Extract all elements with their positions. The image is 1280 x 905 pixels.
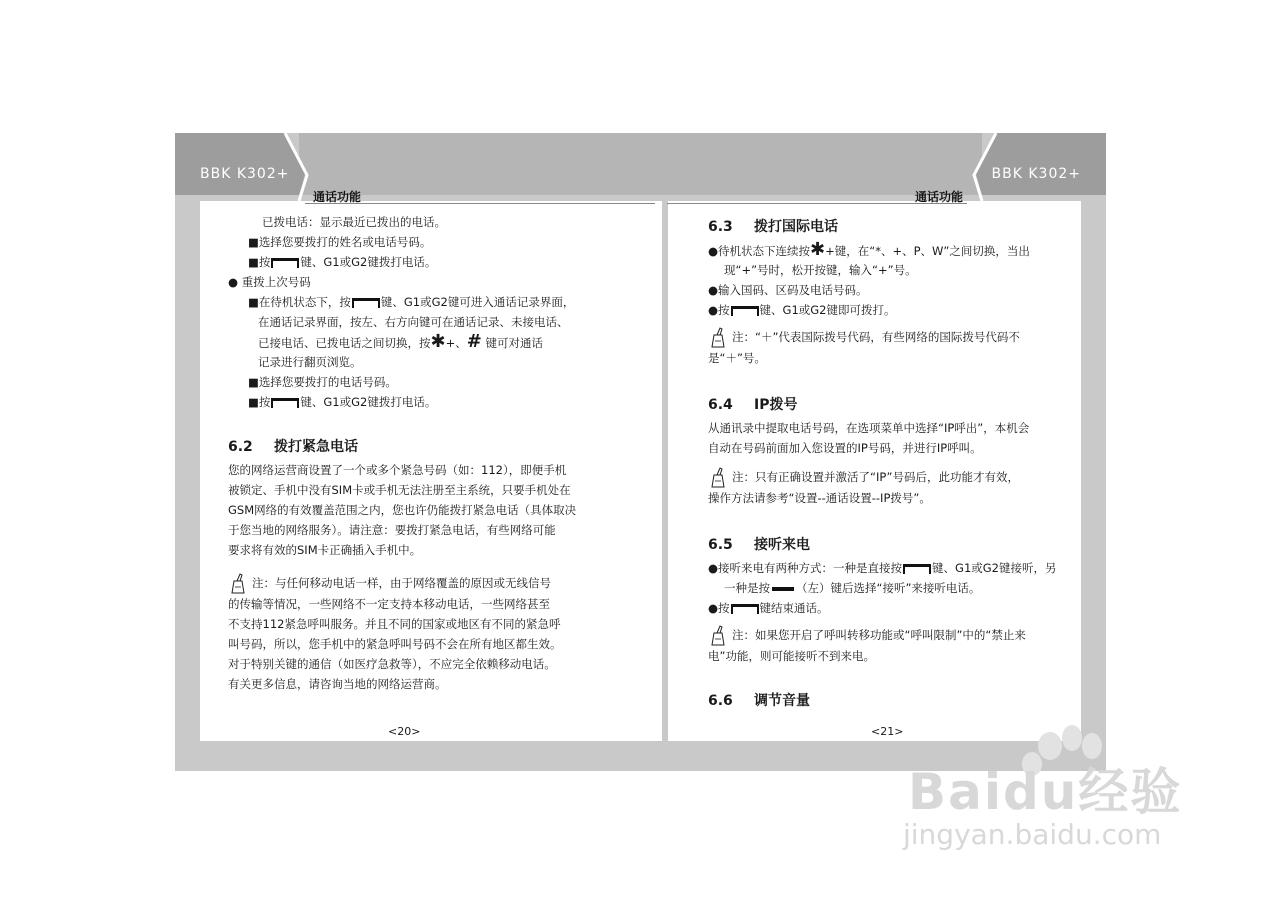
text-line: 的传输等情况，一些网络不一定支持本移动电话，一些网络甚至: [228, 597, 550, 611]
page-number-left: <20>: [388, 725, 421, 738]
text-line: 已接电话、已拨电话之间切换，按✱+、# 键可对通话: [258, 331, 543, 352]
note-pen-icon: [228, 573, 248, 595]
end-key-icon: [731, 604, 759, 614]
text-line: ■按 键、G1或G2键拨打电话。: [248, 255, 437, 269]
text-line: 从通讯录中提取电话号码，在选项菜单中选择“IP呼出”，本机会: [708, 421, 1030, 435]
call-key-icon: [731, 306, 759, 316]
text-line: 于您当地的网络服务）。请注意：要拨打紧急电话，有些网络可能: [228, 523, 556, 537]
section-title-left: 通话功能: [313, 190, 362, 204]
section-heading: 6.5 接听来电: [708, 537, 810, 553]
text-line: 有关更多信息，请咨询当地的网络运营商。: [228, 677, 447, 691]
text-line: 不支持112紧急呼叫服务。并且不同的国家或地区有不同的紧急呼: [228, 617, 561, 631]
text-line: 要求将有效的SIM卡正确插入手机中。: [228, 543, 422, 557]
text-line: ■选择您要拨打的姓名或电话号码。: [248, 235, 432, 249]
note-pen-icon: [708, 327, 728, 349]
section-heading: 6.3 拨打国际电话: [708, 219, 838, 235]
note-line: 注：如果您开启了呼叫转移功能或“呼叫限制”中的“禁止来: [708, 624, 1068, 646]
section-heading: 6.4 IP拨号: [708, 397, 798, 413]
hash-key-icon: #: [466, 331, 482, 352]
text-line: 记录进行翻页浏览。: [258, 355, 362, 369]
text-line: ●待机状态下连续按✱+键，在“*、+、P、W”之间切换，当出: [708, 239, 1030, 260]
section-heading: 6.6 调节音量: [708, 693, 810, 709]
note-pen-icon: [708, 625, 728, 647]
star-key-icon: ✱: [430, 331, 446, 352]
note-line: 注：“＋”代表国际拨号代码，有些网络的国际拨号代码不: [708, 326, 1068, 348]
watermark-brand: Baidu经验: [908, 763, 1183, 821]
right-column: [708, 214, 1068, 714]
text-line: 您的网络运营商设置了一个或多个紧急号码（如：112），即便手机: [228, 463, 567, 477]
text-line: ●按 键结束通话。: [708, 601, 829, 615]
text-line: 对于特别关键的通信（如医疗急救等），不应完全依赖移动电话。: [228, 657, 556, 671]
text-line: ●输入国码、区码及电话号码。: [708, 283, 868, 297]
text-line: 自动在号码前面加入您设置的IP号码，并进行IP呼叫。: [708, 441, 982, 455]
star-key-icon: ✱: [810, 239, 826, 260]
brand-left: BBK K302+: [200, 166, 290, 182]
watermark-url: jingyan.baidu.com: [903, 818, 1162, 851]
text-line: 现“+”号时，松开按键，输入“+”号。: [724, 263, 917, 277]
text-line: ■选择您要拨打的电话号码。: [248, 375, 397, 389]
text-line: 操作方法请参考“设置--通话设置--IP拨号”。: [708, 491, 931, 505]
text-line: 叫号码，所以，您手机中的紧急呼叫号码不会在所有地区都生效。: [228, 637, 562, 651]
text-line: 是“＋”号。: [708, 351, 766, 365]
call-key-icon: [903, 564, 931, 574]
call-key-icon: [271, 398, 299, 408]
text-line: 被锁定、手机中没有SIM卡或手机无法注册至主系统，只要手机处在: [228, 483, 571, 497]
text-line: ●接听来电有两种方式：一种是直接按 键、G1或G2键接听，另: [708, 561, 1057, 575]
text-line: ●按 键、G1或G2键即可拨打。: [708, 303, 896, 317]
note-pen-icon: [708, 467, 728, 489]
note-line: 注：与任何移动电话一样，由于网络覆盖的原因或无线信号: [228, 572, 588, 594]
text-line: 电”功能，则可能接听不到来电。: [708, 649, 875, 663]
brand-right: BBK K302+: [991, 166, 1081, 182]
text-line: 一种是按 （左）键后选择“接听”来接听电话。: [724, 581, 981, 595]
text-line: 已拨电话：显示最近已拨出的电话。: [262, 215, 446, 229]
left-column: [228, 212, 588, 694]
left-soft-key-icon: [772, 587, 794, 591]
text-line: GSM网络的有效覆盖范围之内，您也许仍能拨打紧急电话（具体取决: [228, 503, 577, 517]
section-title-right: 通话功能: [914, 190, 963, 204]
text-line: ■按 键、G1或G2键拨打电话。: [248, 395, 437, 409]
page-number-right: <21>: [871, 725, 904, 738]
call-key-icon: [352, 298, 380, 308]
text-line: ■在待机状态下，按 键、G1或G2键可进入通话记录界面，: [248, 295, 575, 309]
call-key-icon: [271, 258, 299, 268]
note-line: 注：只有正确设置并激活了“IP”号码后，此功能才有效，: [708, 466, 1068, 488]
text-line: ● 重拨上次号码: [228, 275, 311, 289]
section-heading: 6.2 拨打紧急电话: [228, 439, 358, 455]
text-line: 在通话记录界面，按左、右方向键可在通话记录、未接电话、: [258, 315, 569, 329]
